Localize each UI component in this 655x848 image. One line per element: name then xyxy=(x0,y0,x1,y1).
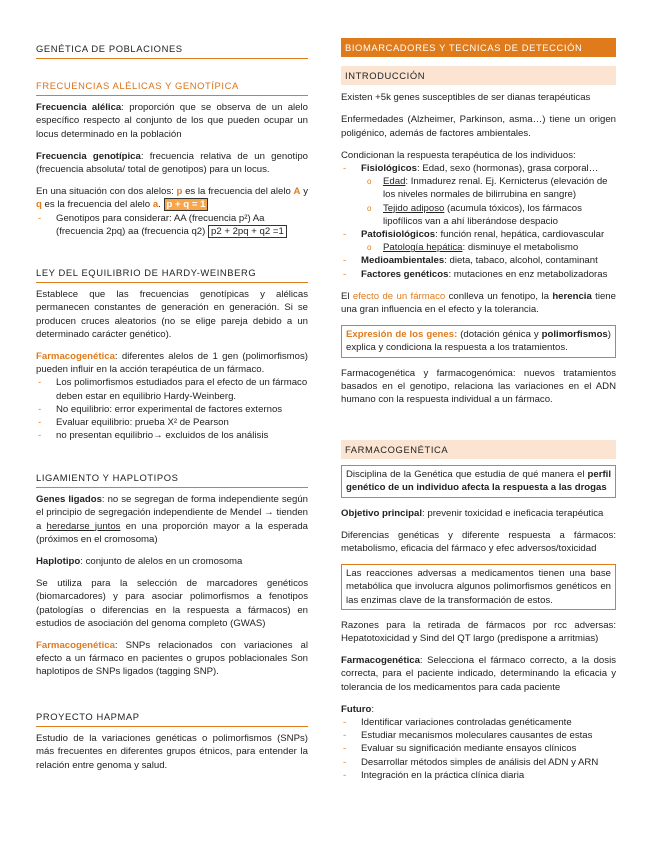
future-list xyxy=(341,716,616,782)
paragraph-frecuencia-genotipica: Frecuencia genotípica: frecuencia relativa de un genotipo (frecuencia absoluta/ total de genotipos) para un locus. xyxy=(36,150,308,176)
list-item: - Evaluar equilibrio: prueba X² de Pearson xyxy=(36,416,308,429)
paragraph-genes-dianas: Existen +5k genes susceptibles de ser dianas terapéuticas xyxy=(341,92,591,104)
paragraph-diferencias: Diferencias genéticas y diferente respuesta a fármacos: metabolismo, eficacia del fármaco y efec adversos/toxicidad xyxy=(341,529,616,555)
paragraph-hapmap: Estudio de la variaciones genéticas o polimorfismos (SNPs) más frecuentes en diferentes grupos étnicos, para entender la relación entre genoma y salud. xyxy=(36,733,308,771)
section-header: GENÉTICA DE POBLACIONES xyxy=(36,42,308,59)
section-title: LIGAMIENTO Y HAPLOTIPOS xyxy=(36,471,308,488)
list-item: - No equilibrio: error experimental de factores externos xyxy=(36,403,308,416)
section-hapmap xyxy=(36,710,308,772)
paragraph-farmacogenetica-snps: Farmacogenética: SNPs relacionados con variaciones al efecto a un fármaco en pacientes o grupos poblacionales Son haplotipos de SNPs ligados (tagging SNP). xyxy=(36,640,308,678)
header-biomarcadores xyxy=(341,38,616,57)
paragraph-dos-alelos: En una situación con dos alelos: p es la frecuencia del alelo A y q es la frecuencia del alelo a. p + q = 1 xyxy=(36,186,308,211)
paragraph-selecciona-farmaco: Farmacogenética: Selecciona el fármaco correcto, a la dosis correcta, para el paciente indicado, determinando la eficacia y tolerancia de los medicamentos para cada paciente xyxy=(341,655,616,693)
list-item: - Patofisiológicos: función renal, hepática, cardiovascular o Patología hepática: disminuye el metabolismo xyxy=(341,228,616,254)
header-genetica-poblaciones xyxy=(36,42,308,59)
list-item: - no presentan equilibrio→ excluidos de los análisis xyxy=(36,429,308,442)
section-ligamiento xyxy=(36,471,308,679)
section-title: LEY DEL EQUILIBRIO DE HARDY-WEINBERG xyxy=(36,266,308,283)
section-introduccion xyxy=(341,66,616,406)
equation-hardy: p2 + 2pq + q2 =1 xyxy=(208,225,287,238)
list-item: - Genotipos para considerar: AA (frecuencia p²) Aa (frecuencia 2pq) aa (frecuencia q2) p2 + 2pq + q2 =1 xyxy=(36,212,308,238)
section-header: BIOMARCADORES Y TECNICAS DE DETECCIÓN xyxy=(341,38,616,57)
equation-p-q: p + q = 1 xyxy=(164,198,209,211)
genotype-list xyxy=(36,212,308,238)
list-item: - Medioambientales: dieta, tabaco, alcohol, contaminant xyxy=(341,254,616,267)
list-item: - Factores genéticos: mutaciones en enz metabolizadoras xyxy=(341,268,616,281)
paragraph-condicionan: Condicionan la respuesta terapéutica de los individuos: xyxy=(341,149,576,161)
paragraph-enfermedades: Enfermedades (Alzheimer, Parkinson, asma…) tiene un origen poligénico, además de factores ambientales. xyxy=(341,114,616,139)
list-item: o Edad: Inmadurez renal. Ej. Kernicterus (elevación de los niveles normales de bilirrubina en sangre) xyxy=(361,175,616,201)
list-item: o Tejido adiposo (acumula tóxicos), los fármacos lipofílicos van a ahí liberándose despacio xyxy=(361,202,616,228)
list-item: - Fisiológicos: Edad, sexo (hormonas), grasa corporal… o Edad: Inmadurez renal. Ej. Kernicterus (elevación de los niveles normales de bilirrubina en sangre) o Tejido adiposo (acumula tóxicos), los fármacos lipofílicos van a ahí liberándose despacio xyxy=(341,162,616,228)
paragraph-objetivo: Objetivo principal: prevenir toxicidad e ineficacia terapéutica xyxy=(341,507,604,519)
paragraph-frecuencia-alelica: Frecuencia alélica: proporción que se observa de un alelo específico respecto al conjunto de los que pueden ocupar un locus determinado en la población xyxy=(36,102,308,140)
list-item: - Integración en la práctica clínica diaria xyxy=(341,769,616,782)
paragraph-futuro: Futuro: xyxy=(341,703,375,715)
list-item: - Estudiar mecanismos moleculares causantes de estas xyxy=(341,729,616,742)
paragraph-razones-retirada: Razones para la retirada de fármacos por rcc adversas: Hepatotoxicidad y Sind del QT largo (predispone a arritmias) xyxy=(341,619,616,645)
paragraph-efecto-farmaco: El efecto de un fármaco conlleva un fenotipo, la herencia tiene una gran influencia en el efecto y la tolerancia. xyxy=(341,290,616,316)
list-item: - Evaluar su significación mediante ensayos clínicos xyxy=(341,742,616,755)
sublist xyxy=(361,175,616,228)
factors-list xyxy=(341,162,616,281)
sublist xyxy=(361,241,616,254)
box-disciplina: Disciplina de la Genética que estudia de qué manera el perfil genético de un individuo afecta la respuesta a las drogas xyxy=(341,465,616,497)
list-item: - Desarrollar métodos simples de análisis del ADN y ARN xyxy=(341,756,616,769)
section-title: FRECUENCIAS ALÉLICAS Y GENOTÍPICA xyxy=(36,79,308,96)
hw-list xyxy=(36,376,308,442)
section-hardy-weinberg xyxy=(36,266,308,442)
list-item: - Los polimorfismos estudiados para el efecto de un fármaco deben estar en equilibrio Hardy-Weinberg. xyxy=(36,376,308,402)
section-title: PROYECTO HAPMAP xyxy=(36,710,308,727)
paragraph-genes-ligados: Genes ligados: no se segregan de forma independiente según el principio de segregación independiente de Mendel → tienden a heredarse juntos en una proporción mayor a la esperada (próximos en el cromosoma) xyxy=(36,494,308,545)
section-title: INTRODUCCIÓN xyxy=(341,66,616,85)
paragraph-haplotipo: Haplotipo: conjunto de alelos en un cromosoma xyxy=(36,556,243,568)
paragraph-farmacogenetica: Farmacogenética: diferentes alelos de 1 gen (polimorfismos) pueden influir en la acción terapéutica de un fármaco. xyxy=(36,351,308,376)
paragraph-establece: Establece que las frecuencias genotípicas y alélicas permanecen constantes de generación en generación. Si se producen cruces aleatorios (no se elige pareja debido a un determinado carácter genético). xyxy=(36,289,308,340)
list-item: o Patología hepática: disminuye el metabolismo xyxy=(361,241,616,254)
paragraph-farmacogenomica: Farmacogenética y farmacogenómica: nuevos tratamientos basados en el genotipo, relaciona las variaciones en el ADN humano con la respuesta individual a un fármaco. xyxy=(341,367,616,406)
section-frecuencias xyxy=(36,79,308,238)
section-title: FARMACOGENÉTICA xyxy=(341,440,616,459)
list-item: - Identificar variaciones controladas genéticamente xyxy=(341,716,616,729)
section-farmacogenetica xyxy=(341,440,616,782)
box-reacciones-adversas: Las reacciones adversas a medicamentos tienen una base metabólica que involucra algunos polimorfismos genéticos en las enzimas clave de la transformación de estos. xyxy=(341,564,616,610)
paragraph-seleccion-marcadores: Se utiliza para la selección de marcadores genéticos (biomarcadores) y para asociar polimorfismos a fenotipos (patologías o diferencias en la respuesta a fármacos) en estudios de asociación del genoma completo (GWAS) xyxy=(36,578,308,629)
box-expresion-genes: Expresión de los genes: (dotación génica y polimorfismos) explica y condiciona la respuesta a los tratamientos. xyxy=(341,325,616,357)
